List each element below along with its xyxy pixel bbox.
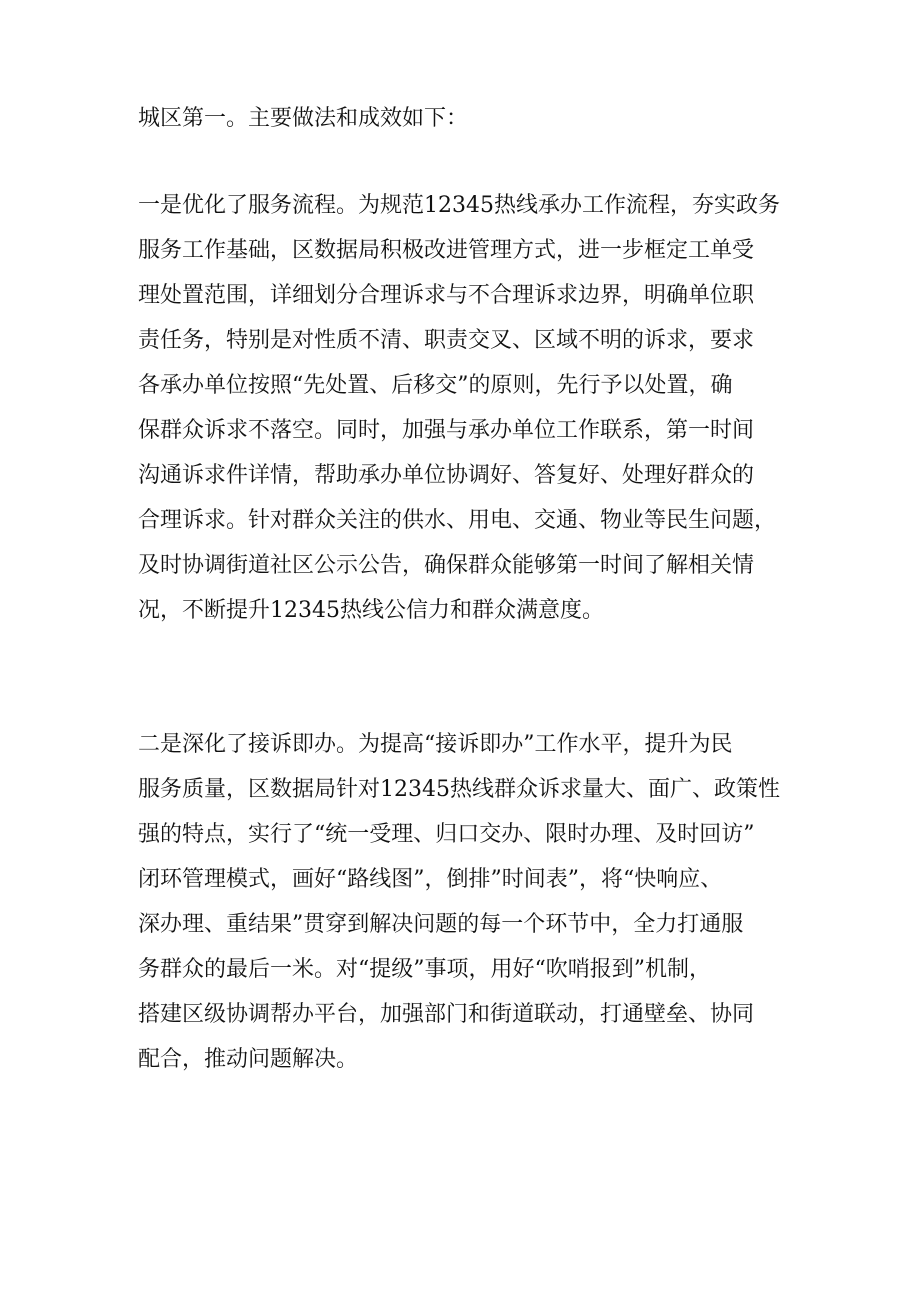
- paragraph-line: 责任务，特别是对性质不清、职责交叉、区域不明的诉求，要求: [138, 328, 755, 353]
- paragraph-complaint-handling: [138, 722, 798, 1082]
- paragraph-line: 合理诉求。针对群众关注的供水、用电、交通、物业等民生问题，: [138, 508, 777, 533]
- paragraph-line: 深办理、重结果”贯穿到解决问题的每一个环节中，全力打通服: [138, 912, 744, 937]
- intro-line: 城区第一。主要做法和成效如下：: [138, 106, 469, 131]
- paragraph-line: 配合，推动问题解决。: [138, 1047, 359, 1072]
- intro-paragraph: [138, 96, 798, 141]
- paragraph-line: 务群众的最后一米。对“提级”事项，用好“吹哨报到”机制，: [138, 957, 711, 982]
- paragraph-line: 一是优化了服务流程。为规范12345热线承办工作流程，夯实政务: [138, 193, 780, 218]
- paragraph-line: 各承办单位按照“先处置、后移交”的原则，先行予以处置，确: [138, 373, 733, 398]
- paragraph-line: 服务工作基础，区数据局积极改进管理方式，进一步框定工单受: [138, 238, 755, 263]
- paragraph-line: 强的特点，实行了“统一受理、归口交办、限时办理、及时回访”: [138, 822, 755, 847]
- paragraph-line: 闭环管理模式，画好“路线图”，倒排”时间表”，将“快响应、: [138, 867, 723, 892]
- paragraph-line: 二是深化了接诉即办。为提高“接诉即办”工作水平，提升为民: [138, 732, 733, 757]
- paragraph-service-process: [138, 183, 798, 633]
- paragraph-line: 搭建区级协调帮办平台，加强部门和街道联动，打通壁垒、协同: [138, 1002, 755, 1027]
- paragraph-line: 服务质量，区数据局针对12345热线群众诉求量大、面广、政策性: [138, 777, 780, 802]
- paragraph-line: 况，不断提升12345热线公信力和群众满意度。: [138, 598, 604, 623]
- paragraph-line: 理处置范围，详细划分合理诉求与不合理诉求边界，明确单位职: [138, 283, 755, 308]
- paragraph-line: 沟通诉求件详情，帮助承办单位协调好、答复好、处理好群众的: [138, 463, 755, 488]
- paragraph-line: 及时协调街道社区公示公告，确保群众能够第一时间了解相关情: [138, 553, 755, 578]
- paragraph-line: 保群众诉求不落空。同时，加强与承办单位工作联系，第一时间: [138, 418, 755, 443]
